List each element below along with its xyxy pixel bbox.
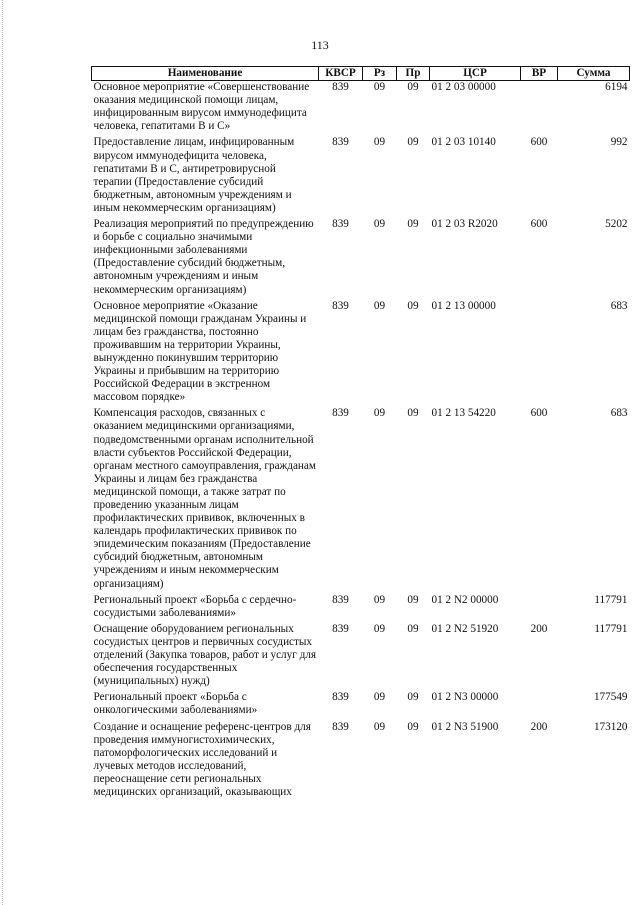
row-kvsr: 839 xyxy=(332,622,349,635)
row-kvsr: 839 xyxy=(332,691,349,704)
column-header-pr: Пр xyxy=(397,67,430,81)
table-row xyxy=(92,300,630,408)
row-kvsr: 839 xyxy=(332,218,349,231)
row-pr: 09 xyxy=(407,720,419,733)
column-header-rz: Рз xyxy=(363,67,397,81)
row-sum: 177549 xyxy=(593,691,628,704)
column-header-vr: ВР xyxy=(521,67,558,81)
row-name: Реализация мероприятий по предупреждению и борьбе с социально значимыми инфекционными заболеваниями (Предоставление субсидий бюджетным, автономным учреждениям и иным некоммерческим организациям) xyxy=(93,218,314,296)
row-kvsr: 839 xyxy=(332,299,349,312)
table-header-row xyxy=(92,67,630,81)
row-pr: 09 xyxy=(407,593,419,606)
row-vr xyxy=(521,81,558,137)
row-csr: 01 2 N3 51900 xyxy=(431,720,499,733)
row-pr: 09 xyxy=(407,136,419,149)
row-name: Компенсация расходов, связанных с оказанием медицинскими организациями, подведомственными органам исполнительной власти субъектов Российской Федерации, органам местного самоуправления, гражданам Украины и лицам без гражданства медицинской помощи, а также затрат по проведению указанным лицам профилактических прививок, включенных в календарь профилактических прививок по эпидемическим показаниям (Предоставление субсидий бюджетным, автономным учреждениям и иным некоммерческим организациям) xyxy=(93,407,316,590)
row-rz: 09 xyxy=(373,299,386,312)
row-sum: 117791 xyxy=(594,622,628,635)
row-vr: 200 xyxy=(530,622,548,635)
row-csr: 01 2 N2 51920 xyxy=(431,622,499,635)
row-rz: 09 xyxy=(373,691,386,704)
row-pr: 09 xyxy=(407,81,419,94)
row-sum: 6194 xyxy=(605,81,628,94)
row-rz: 09 xyxy=(373,622,386,635)
row-vr: 600 xyxy=(530,407,548,420)
table-row xyxy=(92,691,630,720)
row-rz: 09 xyxy=(373,593,386,606)
row-sum: 117791 xyxy=(594,593,628,606)
scan-edge xyxy=(2,0,4,905)
row-csr: 01 2 03 R2020 xyxy=(431,218,498,231)
row-vr xyxy=(521,300,558,408)
row-pr: 09 xyxy=(407,218,419,231)
row-vr xyxy=(521,594,558,623)
row-sum: 5202 xyxy=(605,218,628,231)
row-rz: 09 xyxy=(373,218,386,231)
row-vr: 600 xyxy=(530,136,548,149)
row-kvsr: 839 xyxy=(332,720,349,733)
table-row xyxy=(92,81,630,137)
row-sum: 992 xyxy=(610,136,628,149)
table-row xyxy=(92,136,630,218)
table-row xyxy=(92,407,630,593)
row-name: Региональный проект «Борьба с онкологическими заболеваниями» xyxy=(93,691,258,717)
column-header-kvsr: КВСР xyxy=(319,67,363,81)
budget-table xyxy=(91,66,630,802)
row-kvsr: 839 xyxy=(332,407,349,420)
row-sum: 173120 xyxy=(593,720,628,733)
row-rz: 09 xyxy=(373,407,386,420)
row-kvsr: 839 xyxy=(332,136,349,149)
row-kvsr: 839 xyxy=(332,81,349,94)
row-name: Региональный проект «Борьба с сердечно-сосудистыми заболеваниями» xyxy=(93,593,297,619)
row-vr: 200 xyxy=(530,720,548,733)
row-csr: 01 2 N2 00000 xyxy=(431,593,499,606)
page-number: 113 xyxy=(311,38,329,52)
row-pr: 09 xyxy=(407,622,419,635)
row-name: Создание и оснащение референс-центров для проведения иммуногистохимических, патоморфологических исследований и лучевых методов исследований, переоснащение сети региональных медицинских организаций, оказывающих xyxy=(93,720,311,798)
table-row xyxy=(92,623,630,691)
row-csr: 01 2 03 10140 xyxy=(431,136,496,149)
table-row xyxy=(92,594,630,623)
row-name: Основное мероприятие «Оказание медицинской помощи гражданам Украины и лицам без гражданства, постоянно проживавшим на территории Украины, вынужденно покинувшим территорию Украины и прибывшим на территорию Российской Федерации в экстренном массовом порядке» xyxy=(93,299,307,404)
row-csr: 01 2 13 00000 xyxy=(431,299,496,312)
row-pr: 09 xyxy=(407,691,419,704)
row-sum: 683 xyxy=(610,299,628,312)
row-kvsr: 839 xyxy=(332,593,349,606)
column-header-sum: Сумма xyxy=(558,67,630,81)
table-row xyxy=(92,721,630,803)
row-rz: 09 xyxy=(373,81,386,94)
row-rz: 09 xyxy=(373,720,386,733)
row-name: Оснащение оборудованием региональных сосудистых центров и первичных сосудистых отделений (Закупка товаров, работ и услуг для обеспечения государственных (муниципальных) нужд) xyxy=(93,622,317,688)
row-pr: 09 xyxy=(407,407,419,420)
row-csr: 01 2 13 54220 xyxy=(431,407,496,420)
row-name: Основное мероприятие «Совершенствование оказания медицинской помощи лицам, инфицированным вирусом иммунодефицита человека, гепатитами В и С» xyxy=(93,81,310,133)
column-header-name: Наименование xyxy=(92,67,319,81)
row-csr: 01 2 03 00000 xyxy=(431,81,496,94)
row-sum: 683 xyxy=(610,407,628,420)
row-name: Предоставление лицам, инфицированным вирусом иммунодефицита человека, гепатитами В и С, антиретровирусной терапии (Предоставление субсидий бюджетным, автономным учреждениям и иным некоммерческим организациям) xyxy=(93,136,295,214)
row-csr: 01 2 N3 00000 xyxy=(431,691,499,704)
column-header-csr: ЦСР xyxy=(430,67,521,81)
row-pr: 09 xyxy=(407,299,419,312)
row-vr xyxy=(521,691,558,720)
table-row xyxy=(92,218,630,300)
row-vr: 600 xyxy=(530,218,548,231)
row-rz: 09 xyxy=(373,136,386,149)
